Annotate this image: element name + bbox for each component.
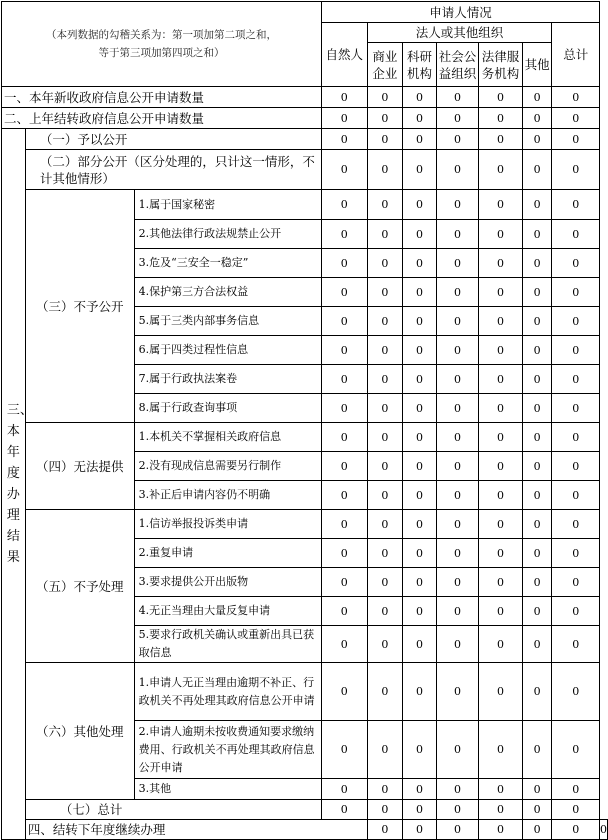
value-cell: 0 [403,278,437,307]
value-cell: 0 [367,190,403,220]
value-cell: 0 [522,307,552,336]
value-cell: 0 [436,597,478,626]
value-cell: 0 [322,336,368,365]
row-label: 一、本年新收政府信息公开申请数量 [2,87,322,108]
value-cell: 0 [552,394,600,423]
value-cell: 0 [403,220,437,249]
section-three-label [2,129,33,840]
value-cell: 0 [552,452,600,481]
value-cell: 0 [479,800,522,820]
table-row [2,108,608,129]
value-cell: 0 [479,597,522,626]
value-cell: 0 [436,510,478,539]
value-cell: 0 [479,510,522,539]
value-cell: 0 [367,87,403,108]
row-label: 2.申请人逾期未按收费通知要求缴纳费用、行政机关不再处理其政府信息公开申请 [134,721,321,779]
value-cell: 0 [322,539,368,568]
value-cell: 0 [479,220,522,249]
value-cell: 0 [403,394,437,423]
commercial-header: 商业企业 [367,43,403,87]
category-label: （五）不予处理 [25,510,134,663]
row-label: 1.信访举报投诉类申请 [134,510,321,539]
table-row [2,87,608,108]
value-cell: 0 [479,452,522,481]
value-cell: 0 [403,568,437,597]
value-cell: 0 [436,820,478,840]
value-cell: 0 [367,129,403,150]
value-cell: 0 [552,820,600,840]
row-label: （七）总计 [25,800,321,820]
value-cell: 0 [436,452,478,481]
value-cell: 0 [479,394,522,423]
value-cell: 0 [522,663,552,721]
row-label: 4.保护第三方合法权益 [134,278,321,307]
value-cell: 0 [522,365,552,394]
research-header: 科研机构 [403,43,437,87]
value-cell: 0 [552,249,600,278]
row-label: 5.要求行政机关确认或重新出具已获取信息 [134,626,321,663]
value-cell: 0 [522,190,552,220]
value-cell: 0 [403,249,437,278]
value-cell: 0 [322,721,368,779]
value-cell: 0 [322,129,368,150]
value-cell: 0 [403,108,437,129]
value-cell: 0 [403,800,437,820]
natural-person-header: 自然人 [322,23,368,87]
value-cell: 0 [403,423,437,452]
value-cell: 0 [322,779,368,800]
value-cell: 0 [552,87,600,108]
value-cell: 0 [436,568,478,597]
value-cell: 0 [403,336,437,365]
value-cell: 0 [403,626,437,663]
value-cell: 0 [522,129,552,150]
value-cell: 0 [522,336,552,365]
value-cell: 0 [552,190,600,220]
value-cell: 0 [403,510,437,539]
value-cell: 0 [522,626,552,663]
value-cell: 0 [322,220,368,249]
social-header: 社会公益组织 [436,43,478,87]
value-cell: 0 [367,307,403,336]
category-label: （三）不予公开 [25,190,134,423]
table-row [2,129,608,150]
row-label: 1.本机关不掌握相关政府信息 [134,423,321,452]
value-cell: 0 [552,539,600,568]
row-label: 1.申请人无正当理由逾期不补正、行政机关不再处理其政府信息公开申请 [134,663,321,721]
row-label: （一）予以公开 [25,129,321,150]
value-cell: 0 [552,597,600,626]
value-cell: 0 [367,249,403,278]
value-cell: 0 [436,394,478,423]
value-cell: 0 [436,249,478,278]
value-cell: 0 [403,539,437,568]
value-cell: 0 [552,423,600,452]
value-cell: 0 [552,721,600,779]
row-label: 2.重复申请 [134,539,321,568]
value-cell: 0 [479,336,522,365]
value-cell: 0 [552,800,600,820]
value-cell: 0 [367,278,403,307]
legal-service-header: 法律服务机构 [479,43,522,87]
value-cell: 0 [403,663,437,721]
value-cell: 0 [479,307,522,336]
value-cell: 0 [403,481,437,510]
table-row [2,190,608,220]
value-cell: 0 [436,129,478,150]
value-cell: 0 [367,663,403,721]
value-cell: 0 [552,336,600,365]
value-cell: 0 [552,510,600,539]
value-cell: 0 [322,87,368,108]
value-cell: 0 [403,365,437,394]
row-label: 3.危及“三安全一稳定” [134,249,321,278]
value-cell: 0 [367,220,403,249]
row-label: 3.其他 [134,779,321,800]
value-cell: 0 [367,481,403,510]
applicant-situation-header: 申请人情况 [322,2,600,23]
category-label: （六）其他处理 [25,663,134,800]
value-cell: 0 [479,365,522,394]
table-row [2,663,608,721]
disclosure-table [1,1,608,840]
value-cell: 0 [479,423,522,452]
value-cell: 0 [403,597,437,626]
value-cell: 0 [552,481,600,510]
header-note-line1: （本列数据的勾稽关系为：第一项加第二项之和， [46,29,277,41]
value-cell: 0 [322,150,368,190]
row-label: 二、上年结转政府信息公开申请数量 [2,108,322,129]
value-cell: 0 [322,481,368,510]
value-cell: 0 [436,481,478,510]
value-cell: 0 [322,278,368,307]
value-cell: 0 [403,129,437,150]
value-cell: 0 [367,108,403,129]
value-cell: 0 [522,249,552,278]
value-cell: 0 [552,220,600,249]
value-cell: 0 [367,820,403,840]
table-row [2,150,608,190]
value-cell: 0 [322,190,368,220]
value-cell: 0 [552,626,600,663]
value-cell: 0 [522,481,552,510]
value-cell: 0 [552,108,600,129]
value-cell: 0 [367,800,403,820]
value-cell: 0 [522,820,552,840]
value-cell: 0 [522,597,552,626]
value-cell: 0 [367,510,403,539]
value-cell: 0 [479,626,522,663]
value-cell: 0 [322,597,368,626]
value-cell: 0 [436,108,478,129]
value-cell: 0 [522,779,552,800]
value-cell: 0 [479,779,522,800]
value-cell: 0 [367,779,403,800]
row-label: 7.属于行政执法案卷 [134,365,321,394]
row-label: 1.属于国家秘密 [134,190,321,220]
table-row [2,423,608,452]
value-cell: 0 [479,721,522,779]
value-cell: 0 [403,820,437,840]
value-cell: 0 [522,87,552,108]
value-cell: 0 [479,568,522,597]
value-cell: 0 [479,663,522,721]
row-label: 8.属于行政查询事项 [134,394,321,423]
value-cell: 0 [552,568,600,597]
value-cell: 0 [436,336,478,365]
value-cell: 0 [436,365,478,394]
value-cell: 0 [552,663,600,721]
table-row [2,800,608,820]
value-cell: 0 [479,150,522,190]
value-cell: 0 [367,626,403,663]
value-cell: 0 [552,307,600,336]
value-cell: 0 [436,800,478,820]
value-cell: 0 [552,129,600,150]
value-cell: 0 [522,800,552,820]
value-cell: 0 [322,510,368,539]
value-cell: 0 [322,626,368,663]
value-cell: 0 [322,663,368,721]
value-cell: 0 [322,108,368,129]
value-cell: 0 [367,365,403,394]
value-cell: 0 [436,278,478,307]
category-label: （四）无法提供 [25,423,134,510]
value-cell: 0 [367,394,403,423]
row-label: （二）部分公开（区分处理的，只计这一情形，不计其他情形） [25,150,321,190]
value-cell: 0 [479,481,522,510]
row-label: 6.属于四类过程性信息 [134,336,321,365]
value-cell: 0 [436,539,478,568]
value-cell: 0 [403,452,437,481]
value-cell: 0 [322,452,368,481]
value-cell: 0 [436,779,478,800]
table-row [2,510,608,539]
value-cell: 0 [436,307,478,336]
value-cell: 0 [522,452,552,481]
header-note-line2: 等于第三项加第四项之和） [98,47,225,59]
value-cell: 0 [522,568,552,597]
value-cell: 0 [436,190,478,220]
value-cell: 0 [479,278,522,307]
value-cell: 0 [436,150,478,190]
value-cell: 0 [479,87,522,108]
value-cell: 0 [367,150,403,190]
value-cell: 0 [403,87,437,108]
row-label: 2.没有现成信息需要另行制作 [134,452,321,481]
value-cell: 0 [367,597,403,626]
section-three-text: 三、本年度办理结果 [6,403,33,565]
row-label: 2.其他法律行政法规禁止公开 [134,220,321,249]
value-cell: 0 [403,190,437,220]
value-cell: 0 [322,365,368,394]
value-cell: 0 [522,108,552,129]
value-cell: 0 [600,820,608,840]
value-cell: 0 [436,663,478,721]
value-cell: 0 [436,721,478,779]
value-cell: 0 [367,452,403,481]
value-cell: 0 [479,108,522,129]
value-cell: 0 [436,220,478,249]
value-cell: 0 [552,278,600,307]
other-header: 其他 [522,43,552,87]
row-label: 四、结转下年度继续办理 [25,820,367,840]
legal-or-other-header: 法人或其他组织 [367,23,552,43]
value-cell: 0 [367,336,403,365]
row-label: 4.无正当理由大量反复申请 [134,597,321,626]
value-cell: 0 [367,721,403,779]
value-cell: 0 [322,423,368,452]
value-cell: 0 [522,539,552,568]
value-cell: 0 [322,394,368,423]
value-cell: 0 [479,539,522,568]
value-cell: 0 [403,721,437,779]
total-header: 总计 [552,23,600,87]
value-cell: 0 [552,779,600,800]
value-cell: 0 [522,721,552,779]
value-cell: 0 [479,249,522,278]
value-cell: 0 [522,278,552,307]
value-cell: 0 [403,150,437,190]
value-cell: 0 [479,129,522,150]
value-cell: 0 [322,249,368,278]
value-cell: 0 [522,394,552,423]
value-cell: 0 [522,150,552,190]
value-cell: 0 [436,87,478,108]
value-cell: 0 [522,220,552,249]
value-cell: 0 [367,423,403,452]
value-cell: 0 [552,150,600,190]
value-cell: 0 [403,307,437,336]
value-cell: 0 [322,307,368,336]
row-label: 3.要求提供公开出版物 [134,568,321,597]
header-note [2,2,322,87]
value-cell: 0 [479,190,522,220]
value-cell: 0 [479,820,522,840]
value-cell: 0 [367,539,403,568]
value-cell: 0 [436,626,478,663]
value-cell: 0 [522,423,552,452]
value-cell: 0 [552,365,600,394]
value-cell: 0 [322,568,368,597]
row-label: 5.属于三类内部事务信息 [134,307,321,336]
table-row [2,820,608,840]
value-cell: 0 [367,568,403,597]
row-label: 3.补正后申请内容仍不明确 [134,481,321,510]
value-cell: 0 [522,510,552,539]
value-cell: 0 [436,423,478,452]
value-cell: 0 [322,800,368,820]
value-cell: 0 [403,779,437,800]
